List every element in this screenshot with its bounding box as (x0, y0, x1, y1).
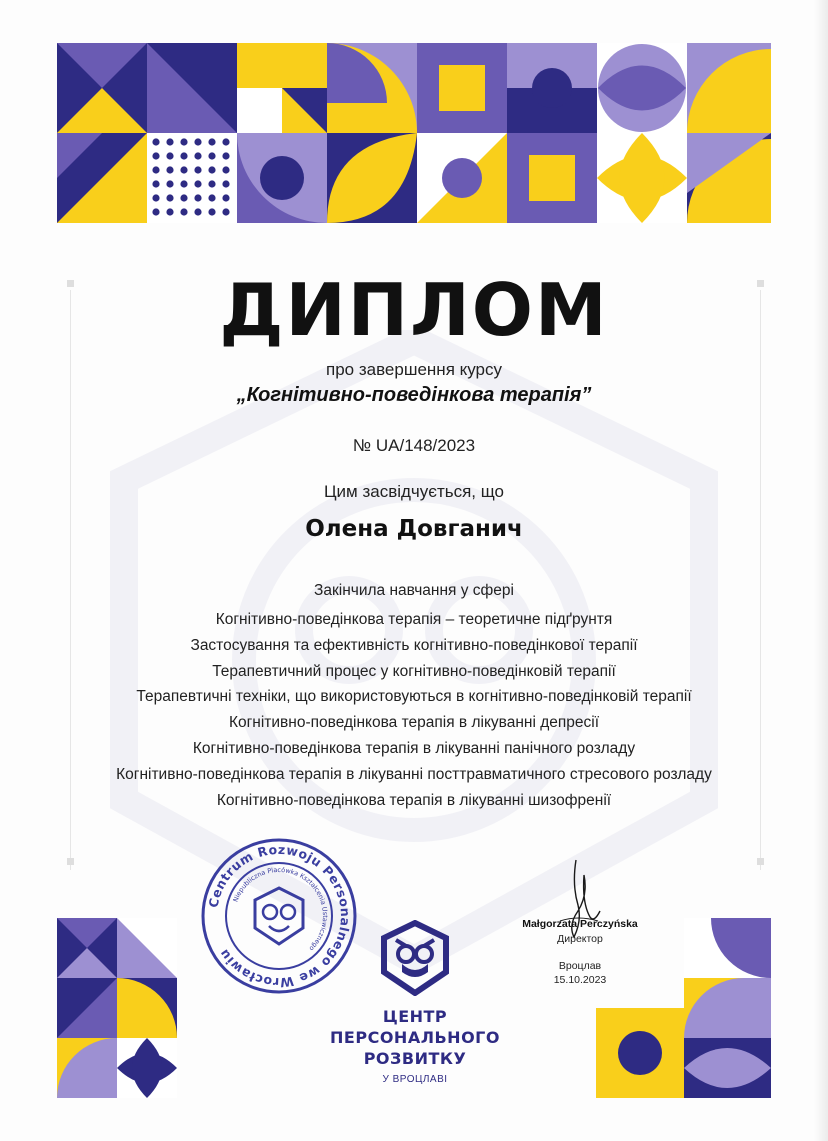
recipient-name: Олена Довганич (305, 516, 523, 542)
bottom-left-geometric-block (57, 918, 177, 1098)
certify-text: Цим засвідчується, що (323, 482, 505, 501)
owl-shield-icon (380, 920, 450, 996)
org-location: У ВРОЦЛАВІ (382, 1074, 448, 1085)
module-item: Когнітивно-поведінкова терапія в лікуванні панічного розладу (192, 739, 636, 757)
diploma-number: № UA/148/2023 (352, 436, 476, 455)
frame-corner-dot (67, 858, 74, 865)
module-item: Когнітивно-поведінкова терапія в лікуванні шизофренії (216, 791, 612, 809)
org-name-line1: ЦЕНТР (382, 1007, 448, 1026)
signatory-name: Małgorzata Perczyńska (522, 918, 638, 930)
org-name-line2: ПЕРСОНАЛЬНОГО (330, 1028, 500, 1047)
diploma-subtitle: про завершення курсу (325, 360, 503, 379)
signatory-role: Директор (557, 933, 603, 945)
module-list (0, 607, 828, 813)
module-item: Терапевтичний процес у когнітивно-поведінковій терапії (212, 662, 616, 680)
stamp-inner-text: Niepubliczna Placówka Kształcenia Ustawicznego (231, 865, 330, 953)
signatory-block (500, 918, 660, 986)
frame-corner-dot (757, 858, 764, 865)
diploma-title: ДИПЛОМ (219, 268, 609, 352)
issue-date: 15.10.2023 (553, 974, 607, 986)
top-geometric-banner (57, 43, 771, 223)
organization-logo (326, 920, 504, 1085)
issue-city: Вроцлав (558, 960, 602, 972)
org-name-line3: РОЗВИТКУ (363, 1049, 467, 1068)
stamp-outer-text: Centrum Rozwoju Personalnego we Wrocławiu (205, 841, 354, 991)
module-item: Когнітивно-поведінкова терапія – теоретичне підґрунтя (215, 611, 613, 628)
module-item: Терапевтичні техніки, що використовуються в когнітивно-поведінковій терапії (136, 688, 692, 706)
module-item: Когнітивно-поведінкова терапія в лікуванні депресії (228, 714, 599, 732)
studied-label: Закінчила навчання у сфері (314, 582, 514, 599)
course-name: „Когнітивно-поведінкова терапія” (236, 384, 592, 406)
module-item: Застосування та ефективність когнітивно-поведінкової терапії (190, 636, 638, 654)
module-item: Когнітивно-поведінкова терапія в лікуванні посттравматичного стресового розладу (116, 765, 712, 783)
